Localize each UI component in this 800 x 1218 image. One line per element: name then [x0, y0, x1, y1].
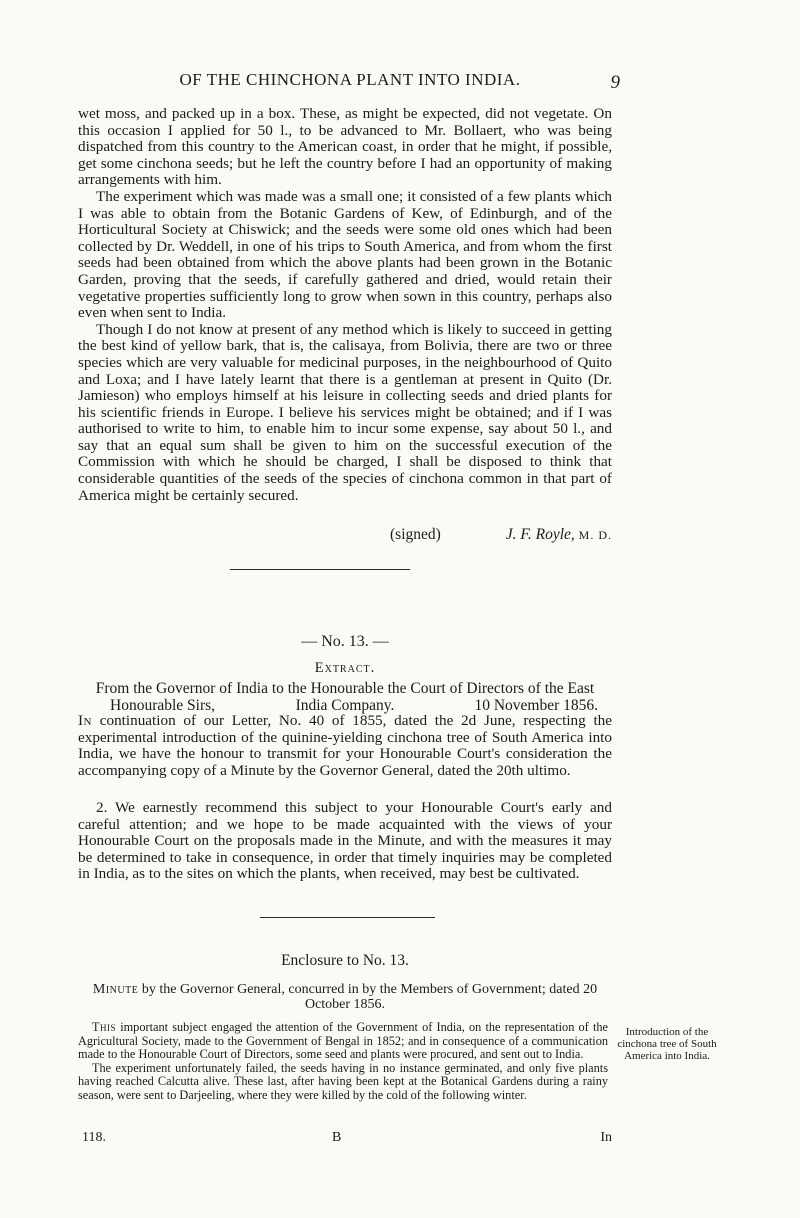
signatory-name: J. F. Royle,	[505, 526, 575, 543]
marginal-note: Introduction of the cinchona tree of South America into India.	[617, 1026, 717, 1062]
sheet-number: 118.	[82, 1130, 106, 1145]
royle-letter-text	[78, 106, 612, 504]
page-number: 9	[610, 72, 620, 93]
section-divider	[230, 569, 410, 570]
drop-word: This	[92, 1020, 117, 1034]
signatory-degree: M. D.	[578, 528, 612, 542]
section-number: — No. 13. —	[301, 633, 389, 650]
signed-label: (signed)	[390, 526, 441, 543]
section-divider	[260, 917, 435, 918]
signature-mark: B	[332, 1130, 342, 1145]
letter-paragraph: 2. We earnestly recommend this subject to your Honourable Court's early and careful attention; and we hope to be made acquainted with the views of your Honourable Court on the proposals made in the Minute, and with the measures it may be determined to take in consequence, in order that timely inquiries may be completed in India, as to the sites on which the plants, when received, may best be cultivated.	[78, 799, 612, 883]
signature-line	[390, 526, 612, 544]
letter-from: From the Governor of India to the Honourable the Court of Directors of the East India Company.	[95, 680, 595, 714]
running-head	[80, 70, 620, 96]
drop-word: In	[78, 712, 93, 729]
minute-label: Minute	[92, 982, 139, 997]
minute-paragraph: The experiment unfortunately failed, the seeds having in no instance germinated, and only five plants having reached Calcutta alive. These last, after having been kept at the Botanical Gardens during a rainy season, were sent to Darjeeling, where they were killed by the cold of the following winter.	[78, 1060, 608, 1102]
page-footer	[82, 1130, 612, 1150]
enclosure-heading: Enclosure to No. 13.	[281, 952, 409, 969]
letter-body	[78, 713, 612, 779]
paragraph: The experiment which was made was a small one; it consisted of a few plants which I was able to obtain from the Botanic Gardens of Kew, of Edinburgh, and of the Horticultural Society at Chiswick; and the seeds were some old ones which had been collected by Dr. Weddell, in one of his trips to South America, and from whom the first seeds had been obtained from which the above plants had been grown in the Botanic Garden, proving that the seeds, if carefully gathered and dried, would retain their vegetative properties sufficiently long to grow when sown in this country, perhaps also even when sent to India.	[78, 187, 612, 322]
minute-heading: Minute by the Governor General, concurred in by the Members of Government; dated 20 October 1856.	[92, 982, 598, 1012]
paragraph: Though I do not know at present of any method which is likely to succeed in getting the best kind of yellow bark, that is, the calisaya, from Bolivia, there are two or three species which are very valuable for medicinal purposes, in the neighbourhood of Quito and Loxa; and I have lately learnt that there is a gentleman at present in Quito (Dr. Jamieson) who employs himself at his leisure in collecting seeds and dried plants for his scientific friends in Europe. I believe his services might be obtained; and if I was authorised to write to him, to enable him to incur some expense, say about 50 l., and say that an equal sum shall be given to him on the successful execution of the Commission with which he should be charged, I shall be disposed to think that considerable quantities of the seeds of the species of cinchona common in that part of America might be certainly secured.	[78, 320, 612, 504]
catchword: In	[600, 1130, 612, 1145]
paragraph: wet moss, and packed up in a box. These, as might be expected, did not vegetate. On this occasion I applied for 50 l., to be advanced to Mr. Bollaert, who was being dispatched from this country to the American coast, in order that he might, if possible, get some cinchona seeds; but he left the country before I had an opportunity of making arrangements with him.	[78, 105, 612, 189]
minute-paragraph: This important subject engaged the attention of the Government of India, on the representation of the Agricultural Society, made to the Government of Bengal in 1852; and in consequence of a communication made to the Honourable Court of Directors, some seed and plants were procured, and sent out to India.	[78, 1020, 608, 1062]
letter-date: 10 November 1856.	[474, 697, 598, 714]
running-head-title: OF THE CHINCHONA PLANT INTO INDIA.	[179, 70, 521, 89]
letter-paragraph: In continuation of our Letter, No. 40 of 1855, dated the 2d June, respecting the experimental introduction of the quinine-yielding cinchona tree of South America into India, we have the honour to transmit for your Honourable Court's consideration the accompanying copy of a Minute by the Governor General, dated the 20th ultimo.	[78, 712, 613, 779]
letter-body-2	[78, 800, 612, 883]
salutation: Honourable Sirs,	[110, 697, 216, 714]
extract-heading: Extract.	[314, 660, 376, 676]
minute-text	[78, 1021, 608, 1103]
